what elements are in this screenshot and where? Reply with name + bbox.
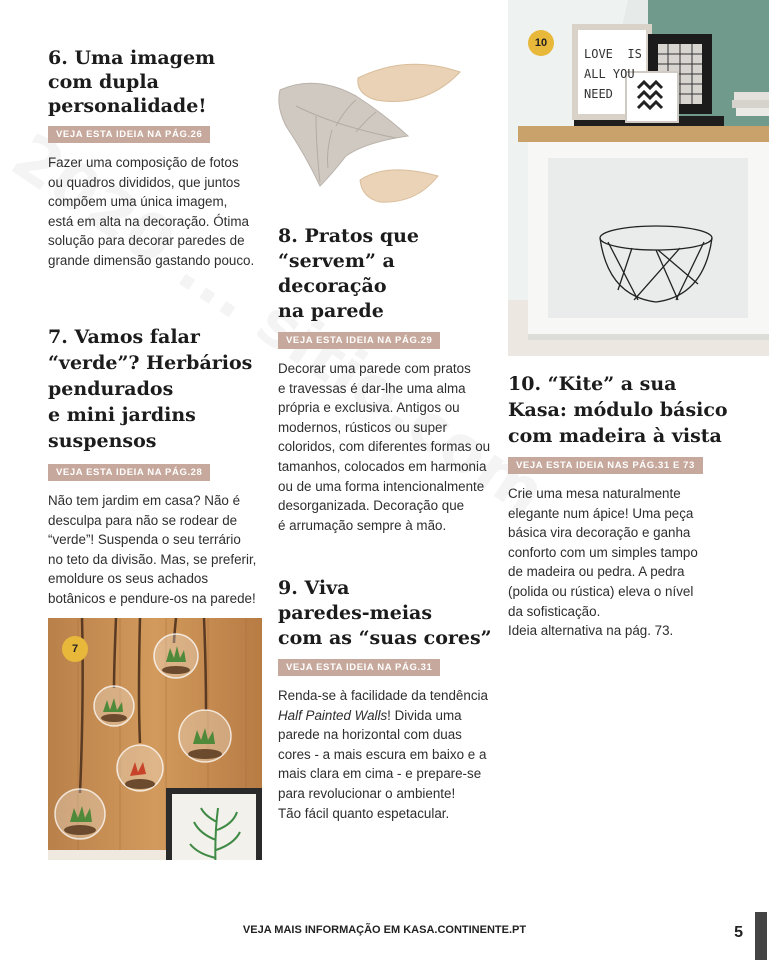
section-9-title: 9. Viva paredes-meias com as “suas cores” (278, 577, 492, 649)
section-10-body: Crie uma mesa naturalmente elegante num ápice! Uma peça básica vira decoração e ganha conforto com um simples tampo de madeira ou pedra. A pedra (polida ou rústica) eleva o nível da sofisticação. Ideia alternativa na pág. 73. (508, 486, 698, 639)
footer-link[interactable]: VEJA MAIS INFORMAÇÃO EM KASA.CONTINENTE.PT (242, 924, 527, 936)
section-7 (48, 324, 268, 609)
section-9-body: Renda-se à facilidade da tendência Half Painted Walls! Divida uma parede na horizontal com duas cores - a mais escura em baixo e a mais clara em cima - e prepare-se para revolucionar o ambiente! Tão fácil quanto espetacular. (278, 688, 488, 821)
section-9 (278, 576, 503, 823)
page-edge-bar (755, 912, 767, 960)
section-9-page-tag: VEJA ESTA IDEIA NA PÁG.31 (278, 659, 440, 676)
section-8-page-tag: VEJA ESTA IDEIA NA PÁG.29 (278, 332, 440, 349)
section-7-page-tag: VEJA ESTA IDEIA NA PÁG.28 (48, 464, 210, 481)
shelf-photo (508, 0, 769, 356)
section-8-title: 8. Pratos que “servem” a decoração na parede (278, 225, 420, 322)
idea-number-badge: 10 (528, 30, 554, 56)
section-8 (278, 224, 503, 535)
idea-number-badge: 7 (62, 636, 88, 662)
page-number: 5 (734, 924, 743, 941)
leaf-plates-photo (276, 56, 466, 206)
section-8-body: Decorar uma parede com pratos e travessas é dar-lhe uma alma própria e exclusiva. Antigos ou modernos, rústicos ou super coloridos, com diferentes formas ou tamanhos, colocados em harmonia ou de uma forma intencionalmente desorganizada. Decoração que é arrumação sempre à mão. (278, 361, 491, 533)
love-sign-text: LOVE IS ALL YOU NEED (584, 47, 642, 101)
section-10 (508, 371, 758, 641)
section-7-title: 7. Vamos falar “verde”? Herbários pendurados e mini jardins suspensos (48, 326, 253, 452)
section-6-body: Fazer uma composição de fotos ou quadros divididos, que juntos compõem uma única imagem, está em alta na decoração. Ótima solução para decorar paredes de grande dimensão gastando pouco. (48, 155, 255, 268)
section-10-title: 10. “Kite” a sua Kasa: módulo básico com madeira à vista (508, 373, 728, 447)
section-7-body: Não tem jardim em casa? Não é desculpa para não se rodear de “verde”! Suspenda o seu terrário no teto da divisão. Mas, se preferir, emoldure os seus achados botânicos e pendure-os na parede! (48, 493, 257, 606)
section-6-page-tag: VEJA ESTA IDEIA NA PÁG.26 (48, 126, 210, 143)
section-10-page-tag: VEJA ESTA IDEIA NAS PÁG.31 E 73 (508, 457, 703, 474)
section-6-title: 6. Uma imagem com dupla personalidade! (48, 47, 216, 117)
terrarium-photo (48, 618, 262, 860)
section-6 (48, 46, 263, 271)
